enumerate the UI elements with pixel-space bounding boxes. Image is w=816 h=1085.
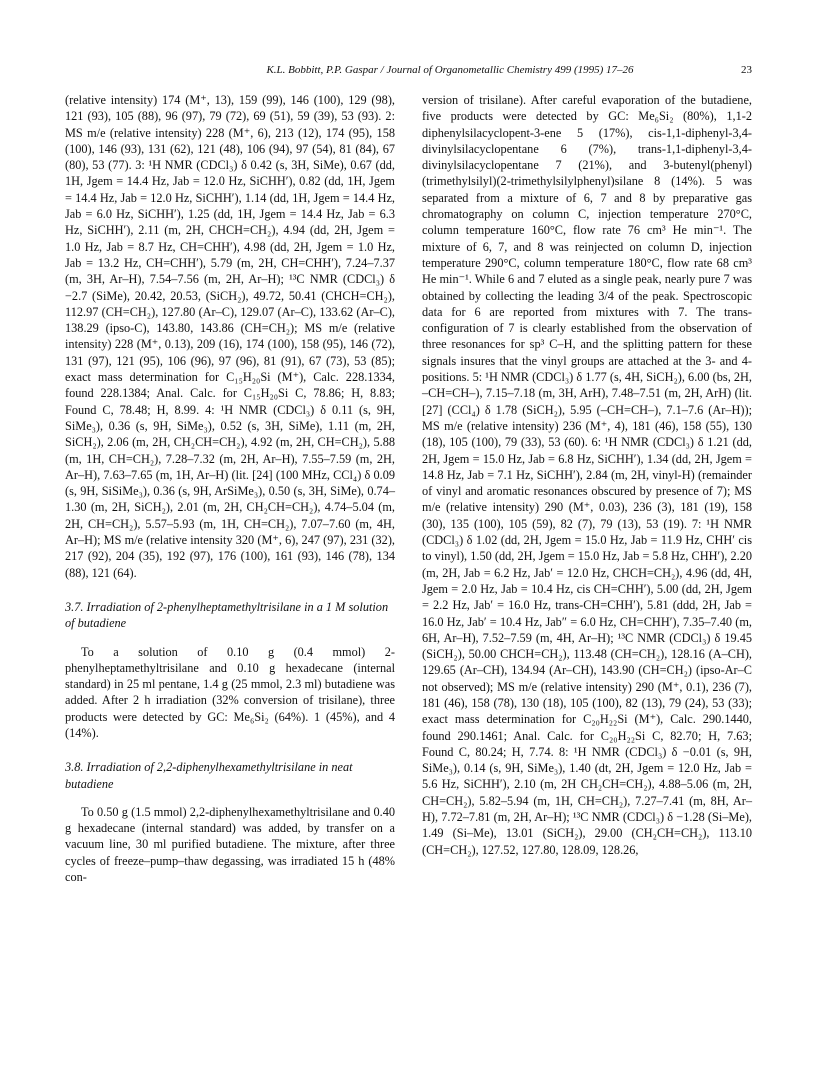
section-heading-3-8: 3.8. Irradiation of 2,2-diphenylhexamethyltrisilane in neat butadiene: [65, 760, 353, 791]
body-paragraph: version of trisilane). After careful evaporation of the butadiene, five products were detected by GC: Me₆Si₂ (80%), 1,1-2 diphenylsilacyclopent-3-ene 5 (17%), cis-1,1-diphenyl-3,4-divinylsilacyclopentane 6 (7%), trans-1,1-diphenyl-3,4-divinylsilacyclopentane 7 (21%), and 3-butenyl(phenyl)(trimethylsilyl)(2-trimethylsilylphenyl)silane 8 (14%). 5 was separated from a mixture of 6, 7 and 8 by preparative gas chromatography on column C, injection temperature 270°C, column temperature 160°C, flow rate 76 cm³ He min⁻¹. The mixture of 6, 7, and 8 was reinjected on column D, injection temperature 290°C, column temperature 180°C, flow rate 68 cm³ He min⁻¹. While 6 and 7 eluted as a single peak, nearly pure 7 was obtained by collecting the leading 3/4 of the peak. Spectroscopic data for 6 are reported from mixtures with 7. The trans-configuration of 7 is clearly established from the observation of three resonances for sp³ C–H, and the splitting pattern for these signals insures that the vinyl groups are attached at the 3- and 4-positions. 5: ¹H NMR (CDCl₃) δ 1.77 (s, 4H, SiCH₂), 6.00 (bs, 2H, –CH=CH–), 7.15–7.18 (m, 3H, ArH), 7.48–7.51 (m, 2H, ArH) (lit. [27] (CCl₄) δ 1.78 (SiCH₂), 5.95 (–CH=CH–), 7.1–7.6 (Ar–H)); MS m/e (relative intensity) 236 (M⁺, 4), 181 (46), 158 (55), 130 (18), 105 (100), 79 (33), 53 (60). 6: ¹H NMR (CDCl₃) δ 1.21 (dd, 2H, Jgem = 15.0 Hz, Jab = 6.8 Hz, SiCHH′), 1.34 (dd, 2H, Jgem = 14.8 Hz, Jab = 7.1 Hz, SiCHH′), 2.84 (m, 2H, vinyl-H) (remainder of vinyl and aromatic resonances obscured by presence of 7); MS m/e (relative intensity) 290 (M⁺, 0.03), 236 (3), 181 (19), 158 (30), 135 (100), 105 (59), 82 (7), 79 (13), 53 (19). 7: ¹H NMR (CDCl₃) δ 1.02 (dd, 2H, Jgem = 15.0 Hz, Jab = 11.9 Hz, CHH′ cis to vinyl), 1.50 (dd, 2H, Jgem = 15.0 Hz, Jab = 5.8 Hz, CHH′), 2.20 (m, 2H, Jab = 6.2 Hz, Jab′ = 12.0 Hz, CHCH=CH₂), 4.96 (dd, 4H, Jgem = 2.0 Hz, Jab = 10.4 Hz, cis CH=CHH′), 5.00 (dd, 2H, Jgem = 2.2 Hz, Jab′ = 16.0 Hz, trans-CH=CHH′), 5.81 (ddd, 2H, Jab = 16.0 Hz, Jab′ = 10.4 Hz, Jab″ = 6.0 Hz, CH=CHH′), 7.35–7.40 (m, 6H, Ar–H), 7.52–7.59 (m, 4H, Ar–H); ¹³C NMR (CDCl₃) δ 19.45 (SiCH₂), 50.00 CHCH=CH₂), 113.48 (CH=CH₂), 128.16 (A–CH), 129.65 (Ar–CH), 134.94 (Ar–CH), 143.90 (CH=CH₂) (ipso-Ar–C not observed); MS m/e (relative intensity) 290 (M⁺, 0.1), 236 (7), 181 (46), 158 (78), 130 (18), 105 (100), 82 (13), 79 (24), 53 (33); exact mass determination for C₂₀H₂₂Si (M⁺), Calc. 290.1440, found 290.1461; Anal. Calc. for C₂₀H₂₂Si C, 82.70; H, 7.63; Found C, 80.24; H, 7.74. 8: ¹H NMR (CDCl₃) δ −0.01 (s, 9H, SiMe₃), 0.14 (s, 9H, SiMe₃), 1.40 (dt, 2H, Jgem = 12.0 Hz, Jab = 5.6 Hz, SiCHH′), 2.10 (m, 2H CH₂CH=CH₂), 4.88–5.06 (m, 2H, CH=CH₂), 5.82–5.94 (m, 1H, CH=CH₂), 7.27–7.41 (m, 8H, Ar–H), 7.72–7.81 (m, 2H, Ar–H); ¹³C NMR (CDCl₃) δ −1.28 (Si–Me), 1.49 (Si–Me), 13.01 (SiCH₂), 29.00 (CH₂CH=CH₂), 113.10 (CH=CH₂), 127.52, 127.80, 128.09, 128.26,: [422, 93, 752, 857]
body-paragraph: To a solution of 0.10 g (0.4 mmol) 2-phenylheptamethyltrisilane and 0.10 g hexadecane (internal standard) in 25 ml pentane, 1.4 g (25 mmol, 2.3 ml) butadiene was added. After 2 h irradiation (32% conversion of trisilane), three products were detected by GC: Me₆Si₂ (64%). 1 (45%), and 4 (14%).: [65, 644, 395, 740]
section-heading-3-7: 3.7. Irradiation of 2-phenylheptamethyltrisilane in a 1 M solution of butadiene: [65, 599, 389, 631]
body-paragraph: To 0.50 g (1.5 mmol) 2,2-diphenylhexamethyltrisilane and 0.40 g hexadecane (internal standard) was added, by transfer on a vacuum line, 30 ml purified butadiene. The mixture, after three cycles of freeze–pump–thaw degassing, was irradiated 15 h (48% con-: [65, 804, 395, 885]
running-head: K.L. Bobbitt, P.P. Gaspar / Journal of Organometallic Chemistry 499 (1995) 17–26: [266, 64, 634, 76]
body-paragraph: (relative intensity) 174 (M⁺, 13), 159 (99), 146 (100), 129 (98), 121 (93), 105 (88), 96 (97), 79 (72), 69 (51), 59 (39), 53 (93). 2: MS m/e (relative intensity) 228 (M⁺, 6), 213 (12), 174 (95), 158 (100), 146 (93), 131 (62), 121 (48), 106 (94), 97 (54), 81 (84), 67 (80), 53 (77). 3: ¹H NMR (CDCl₃) δ 0.42 (s, 3H, SiMe), 0.67 (dd, 1H, Jgem = 14.4 Hz, Jab = 12.0 Hz, SiCHH′), 0.82 (dd, 1H, Jgem = 14.4 Hz, Jab = 12.0 Hz, SiCHH′), 1.14 (dd, 1H, Jgem = 14.4 Hz, Jab = 6.0 Hz, SiCHH′), 1.25 (dd, 1H, Jgem = 14.4 Hz, Jab = 6.3 Hz, SiCHH′), 2.11 (m, 2H, CHCH=CH₂), 4.94 (dd, 2H, Jgem = 1.0 Hz, Jab = 8.7 Hz, CH=CHH′), 4.98 (dd, 2H, Jgem = 1.0 Hz, Jab = 13.2 Hz, CH=CHH′), 5.79 (m, 2H, CH=CHH′), 7.24–7.37 (m, 3H, Ar–H), 7.54–7.56 (m, 2H, Ar–H); ¹³C NMR (CDCl₃) δ −2.7 (SiMe), 20.42, 20.53, (SiCH₂), 49.72, 50.41 (CHCH=CH₂), 112.97 (CH=CH₂), 127.80 (Ar–C), 129.07 (Ar–C), 133.62 (Ar–C), 138.29 (ipso-C), 143.80, 143.86 (CH=CH₂); MS m/e (relative intensity) 228 (M⁺, 0.13), 209 (16), 174 (100), 158 (95), 146 (72), 131 (97), 121 (95), 106 (96), 97 (96), 81 (91), 67 (73), 53 (85); exact mass determination for C₁₅H₂₀Si (M⁺), Calc. 228.1334, found 228.1384; Anal. Calc. for C₁₅H₂₀Si C, 78.86; H, 8.83; Found C, 78.48; H, 8.99. 4: ¹H NMR (CDCl₃) δ 0.11 (s, 9H, SiMe₃), 0.36 (s, 9H, SiMe₃), 0.52 (s, 3H, SiMe), 1.11 (m, 2H, SiCH₂), 2.06 (m, 2H, CH₂CH=CH₂), 4.92 (m, 2H, CH=CH₂), 5.88 (m, 1H, CH=CH₂), 7.28–7.32 (m, 2H, Ar–H), 7.55–7.59 (m, 2H, Ar–H), 7.63–7.65 (m, 1H, Ar–H) (lit. [24] (100 MHz, CCl₄) δ 0.09 (s, 9H, SiSiMe₃), 0.36 (s, 9H, ArSiMe₃), 0.50 (s, 3H, SiMe), 0.74–1.30 (m, 2H, SiCH₂), 2.01 (m, 2H, CH₂CH=CH₂), 4.74–5.04 (m, 2H, CH=CH₂), 5.57–5.93 (m, 1H, CH=CH₂), 7.07–7.60 (m, 4H, Ar–H); MS m/e (relative intensity 320 (M⁺, 6), 247 (97), 231 (32), 217 (92), 204 (35), 192 (97), 176 (100), 161 (93), 146 (78), 134 (88), 121 (64).: [65, 93, 395, 580]
page-number: 23: [741, 64, 752, 76]
right-column: [422, 92, 752, 858]
left-column: [65, 92, 395, 885]
